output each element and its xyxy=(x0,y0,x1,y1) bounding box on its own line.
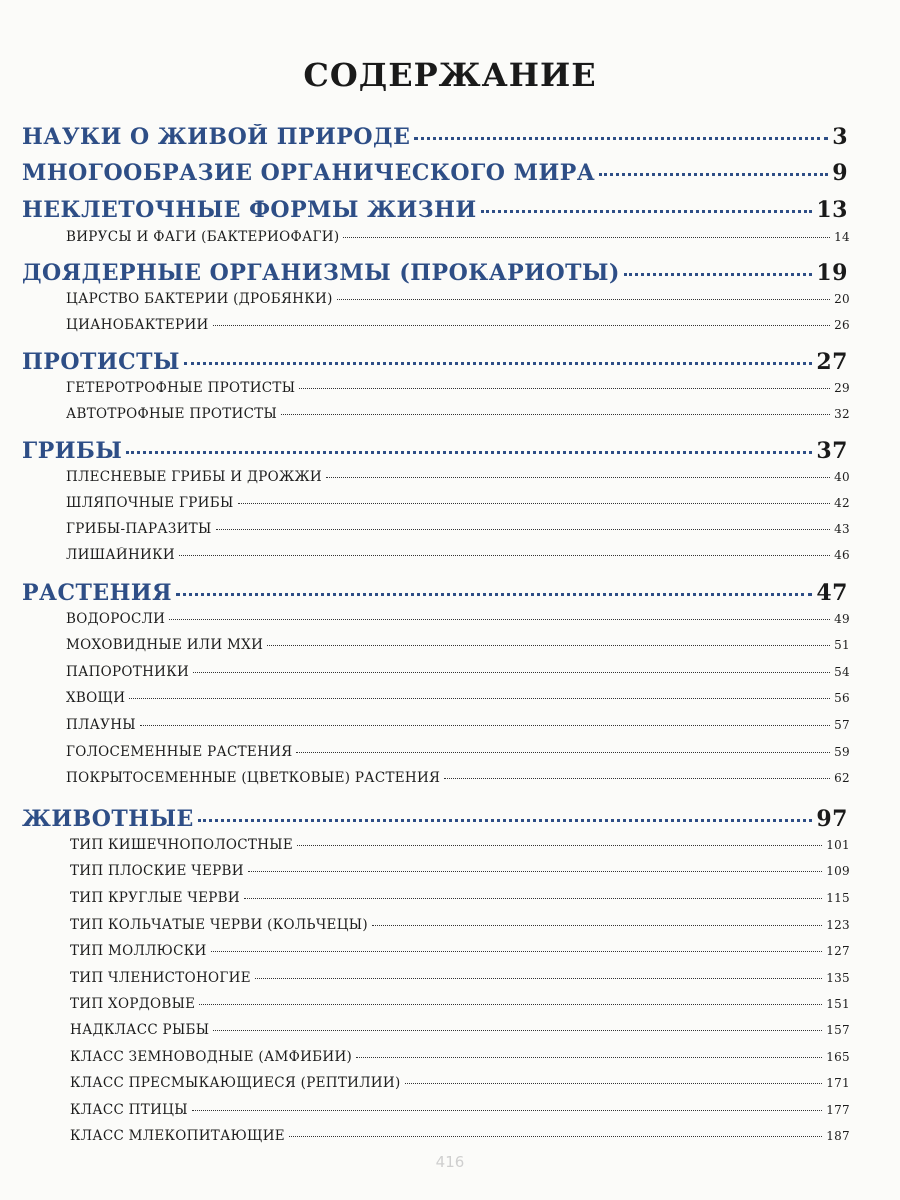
toc-page-number: 40 xyxy=(834,470,850,484)
toc-section-label: ПРОТИСТЫ xyxy=(22,349,180,375)
toc-page-number: 47 xyxy=(816,580,848,606)
leader-dots xyxy=(213,1030,822,1031)
toc-entry-label: ГЕТЕРОТРОФНЫЕ ПРОТИСТЫ xyxy=(66,380,296,396)
leader-dots xyxy=(624,273,812,276)
toc-section-label: ДОЯДЕРНЫЕ ОРГАНИЗМЫ (ПРОКАРИОТЫ) xyxy=(22,260,620,286)
toc-entry-label: ПЛЕСНЕВЫЕ ГРИБЫ И ДРОЖЖИ xyxy=(66,469,322,485)
toc-page-number: 165 xyxy=(826,1050,850,1064)
leader-dots xyxy=(296,752,830,753)
toc-entry-7-7[interactable] xyxy=(66,770,850,786)
toc-page-number: 29 xyxy=(834,381,850,395)
leader-dots xyxy=(356,1057,822,1058)
toc-section-2[interactable] xyxy=(22,160,848,186)
toc-section-3[interactable] xyxy=(22,197,848,223)
leader-dots xyxy=(198,819,813,822)
toc-entry-6-1[interactable] xyxy=(66,469,850,485)
toc-page-number: 37 xyxy=(816,438,848,464)
page-title: СОДЕРЖАНИЕ xyxy=(303,56,597,94)
toc-page-number: 54 xyxy=(834,665,850,679)
leader-dots xyxy=(297,845,822,846)
leader-dots xyxy=(184,362,812,365)
leader-dots xyxy=(169,619,830,620)
leader-dots xyxy=(126,451,812,454)
toc-page-number: 177 xyxy=(826,1103,850,1117)
toc-entry-4-1[interactable] xyxy=(66,291,850,307)
toc-entry-label: ТИП КИШЕЧНОПОЛОСТНЫЕ xyxy=(70,837,294,853)
toc-entry-8-2[interactable] xyxy=(70,863,850,879)
toc-entry-label: ТИП МОЛЛЮСКИ xyxy=(70,943,207,959)
leader-dots xyxy=(216,529,831,530)
leader-dots xyxy=(199,1004,822,1005)
toc-page-number: 135 xyxy=(826,971,850,985)
leader-dots xyxy=(267,645,830,646)
leader-dots xyxy=(211,951,823,952)
toc-page-number: 27 xyxy=(816,349,848,375)
toc-page-number: 127 xyxy=(826,944,850,958)
toc-entry-8-11[interactable] xyxy=(70,1102,850,1118)
toc-page-number: 56 xyxy=(834,691,850,705)
toc-section-5[interactable] xyxy=(22,349,848,375)
leader-dots xyxy=(343,237,830,238)
leader-dots xyxy=(192,1110,822,1111)
leader-dots xyxy=(129,698,830,699)
toc-entry-8-6[interactable] xyxy=(70,970,850,986)
toc-entry-label: КЛАСС ЗЕМНОВОДНЫЕ (АМФИБИИ) xyxy=(70,1049,353,1065)
toc-entry-7-2[interactable] xyxy=(66,637,850,653)
toc-entry-label: ТИП ЧЛЕНИСТОНОГИЕ xyxy=(70,970,251,986)
toc-page-number: 14 xyxy=(834,230,850,244)
toc-page-number: 115 xyxy=(826,891,850,905)
toc-entry-label: ВИРУСЫ И ФАГИ (БАКТЕРИОФАГИ) xyxy=(66,229,340,245)
toc-entry-label: КЛАСС ПРЕСМЫКАЮЩИЕСЯ (РЕПТИЛИИ) xyxy=(70,1075,401,1091)
leader-dots xyxy=(176,593,812,596)
toc-section-label: ГРИБЫ xyxy=(22,438,123,464)
toc-section-8[interactable] xyxy=(22,806,848,832)
toc-entry-6-4[interactable] xyxy=(66,547,850,563)
leader-dots xyxy=(405,1083,823,1084)
toc-page-number: 43 xyxy=(834,522,850,536)
toc-entry-8-10[interactable] xyxy=(70,1075,850,1091)
toc-page-number: 49 xyxy=(834,612,850,626)
toc-entry-label: ЛИШАЙНИКИ xyxy=(66,547,175,563)
toc-entry-label: АВТОТРОФНЫЕ ПРОТИСТЫ xyxy=(66,406,278,422)
toc-page-number: 9 xyxy=(832,160,848,186)
toc-page-number: 51 xyxy=(834,638,850,652)
toc-section-label: НЕКЛЕТОЧНЫЕ ФОРМЫ ЖИЗНИ xyxy=(22,197,477,223)
leader-dots xyxy=(289,1136,822,1137)
toc-entry-4-2[interactable] xyxy=(66,317,850,333)
leader-dots xyxy=(326,477,830,478)
footer-page-number: 416 xyxy=(435,1153,465,1171)
toc-section-label: РАСТЕНИЯ xyxy=(22,580,173,606)
toc-entry-8-3[interactable] xyxy=(70,890,850,906)
toc-entry-label: МОХОВИДНЫЕ ИЛИ МХИ xyxy=(66,637,264,653)
leader-dots xyxy=(213,325,831,326)
toc-page-number: 19 xyxy=(816,260,848,286)
toc-page-number: 20 xyxy=(834,292,850,306)
toc-entry-7-1[interactable] xyxy=(66,611,850,627)
toc-entry-label: ЦИАНОБАКТЕРИИ xyxy=(66,317,209,333)
leader-dots xyxy=(244,898,822,899)
toc-page-number: 3 xyxy=(832,124,848,150)
leader-dots xyxy=(238,503,831,504)
toc-entry-8-9[interactable] xyxy=(70,1049,850,1065)
toc-page-number: 57 xyxy=(834,718,850,732)
leader-dots xyxy=(179,555,830,556)
toc-entry-label: НАДКЛАСС РЫБЫ xyxy=(70,1022,210,1038)
toc-entry-8-7[interactable] xyxy=(70,996,850,1012)
toc-entry-8-8[interactable] xyxy=(70,1022,850,1038)
toc-entry-7-3[interactable] xyxy=(66,664,850,680)
leader-dots xyxy=(414,137,828,140)
toc-entry-7-6[interactable] xyxy=(66,744,850,760)
toc-page-number: 13 xyxy=(816,197,848,223)
toc-page-number: 109 xyxy=(826,864,850,878)
toc-section-label: ЖИВОТНЫЕ xyxy=(22,806,194,832)
toc-section-label: МНОГООБРАЗИЕ ОРГАНИЧЕСКОГО МИРА xyxy=(22,160,596,186)
toc-entry-label: ШЛЯПОЧНЫЕ ГРИБЫ xyxy=(66,495,234,511)
toc-page-number: 59 xyxy=(834,745,850,759)
toc-page-number: 101 xyxy=(826,838,850,852)
toc-entry-label: ВОДОРОСЛИ xyxy=(66,611,166,627)
toc-entry-label: ТИП КРУГЛЫЕ ЧЕРВИ xyxy=(70,890,240,906)
toc-entry-8-12[interactable] xyxy=(70,1128,850,1144)
toc-page-number: 42 xyxy=(834,496,850,510)
toc-page-number: 97 xyxy=(816,806,848,832)
leader-dots xyxy=(193,672,830,673)
toc-page-number: 151 xyxy=(826,997,850,1011)
toc-entry-3-1[interactable] xyxy=(66,229,850,245)
toc-section-6[interactable] xyxy=(22,438,848,464)
toc-page-number: 171 xyxy=(826,1076,850,1090)
toc-entry-label: ГОЛОСЕМЕННЫЕ РАСТЕНИЯ xyxy=(66,744,293,760)
toc-entry-6-2[interactable] xyxy=(66,495,850,511)
leader-dots xyxy=(599,173,828,176)
leader-dots xyxy=(299,388,830,389)
toc-entry-8-5[interactable] xyxy=(70,943,850,959)
toc-entry-6-3[interactable] xyxy=(66,521,850,537)
toc-entry-label: ПАПОРОТНИКИ xyxy=(66,664,190,680)
leader-dots xyxy=(337,299,830,300)
toc-entry-8-4[interactable] xyxy=(70,917,850,933)
leader-dots xyxy=(372,925,822,926)
toc-entry-5-2[interactable] xyxy=(66,406,850,422)
toc-section-1[interactable] xyxy=(22,124,848,150)
leader-dots xyxy=(281,414,830,415)
toc-entry-label: ТИП ПЛОСКИЕ ЧЕРВИ xyxy=(70,863,244,879)
toc-section-label: НАУКИ О ЖИВОЙ ПРИРОДЕ xyxy=(22,124,411,150)
toc-entry-label: КЛАСС ПТИЦЫ xyxy=(70,1102,188,1118)
leader-dots xyxy=(444,778,830,779)
toc-page-number: 187 xyxy=(826,1129,850,1143)
toc-entry-label: ТИП ХОРДОВЫЕ xyxy=(70,996,196,1012)
toc-entry-label: ТИП КОЛЬЧАТЫЕ ЧЕРВИ (КОЛЬЧЕЦЫ) xyxy=(70,917,368,933)
toc-entry-label: КЛАСС МЛЕКОПИТАЮЩИЕ xyxy=(70,1128,285,1144)
toc-page-number: 46 xyxy=(834,548,850,562)
leader-dots xyxy=(255,978,822,979)
toc-entry-label: ПЛАУНЫ xyxy=(66,717,136,733)
toc-entry-label: ГРИБЫ-ПАРАЗИТЫ xyxy=(66,521,212,537)
toc-entry-7-4[interactable] xyxy=(66,690,850,706)
leader-dots xyxy=(481,210,813,213)
toc-entry-8-1[interactable] xyxy=(70,837,850,853)
toc-page-number: 157 xyxy=(826,1023,850,1037)
toc-page-number: 26 xyxy=(834,318,850,332)
leader-dots xyxy=(140,725,830,726)
toc-entry-label: ХВОЩИ xyxy=(66,690,126,706)
toc-entry-label: ПОКРЫТОСЕМЕННЫЕ (ЦВЕТКОВЫЕ) РАСТЕНИЯ xyxy=(66,770,441,786)
toc-page-number: 62 xyxy=(834,771,850,785)
toc-section-7[interactable] xyxy=(22,580,848,606)
toc-entry-5-1[interactable] xyxy=(66,380,850,396)
toc-page-number: 123 xyxy=(826,918,850,932)
toc-page-number: 32 xyxy=(834,407,850,421)
toc-entry-7-5[interactable] xyxy=(66,717,850,733)
toc-entry-label: ЦАРСТВО БАКТЕРИИ (ДРОБЯНКИ) xyxy=(66,291,333,307)
toc-section-4[interactable] xyxy=(22,260,848,286)
leader-dots xyxy=(248,871,822,872)
